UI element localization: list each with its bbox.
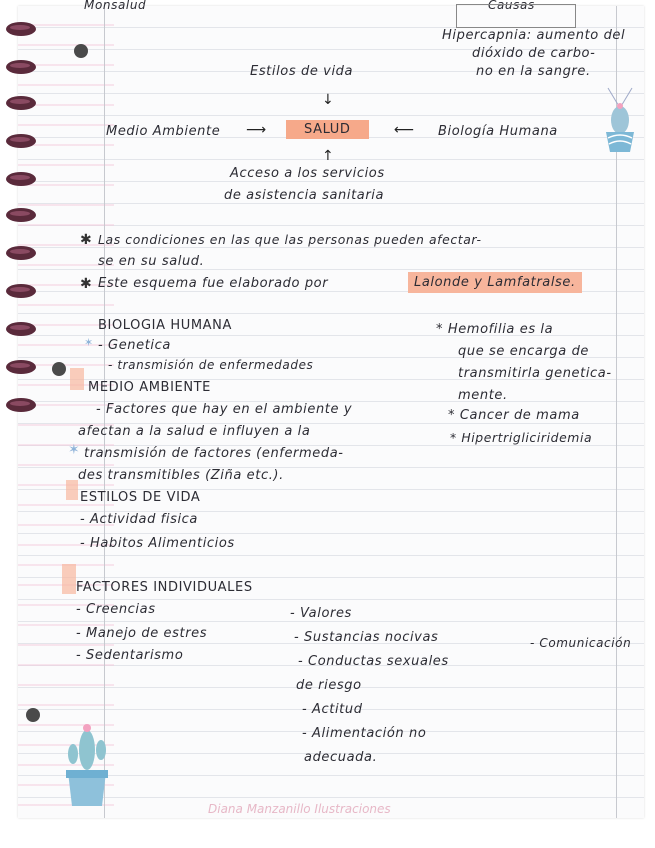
cactus-icon: [598, 88, 642, 158]
star-icon: ✶: [84, 336, 94, 349]
factores-col2-item7: adecuada.: [304, 750, 378, 765]
punch-hole: [26, 708, 40, 722]
section-marker: [66, 480, 78, 500]
top-cut-left: Monsalud: [84, 0, 147, 12]
spiral-ring: [0, 284, 40, 302]
statement1-line2: se en su salud.: [98, 254, 205, 269]
punch-hole: [52, 362, 66, 376]
estilos-title: ESTILOS DE VIDA: [80, 490, 201, 505]
spiral-ring: [0, 360, 40, 378]
arrow-up-icon: ↑: [322, 148, 334, 164]
estilos-item1: - Actividad fisica: [80, 512, 198, 527]
spiral-ring: [0, 96, 40, 114]
arrow-right-icon: ⟶: [246, 122, 267, 138]
arrow-left-icon: ⟵: [394, 122, 415, 138]
spiral-ring: [0, 60, 40, 78]
biologia-item1: - Genetica: [98, 338, 171, 353]
spiral-ring: [0, 134, 40, 152]
statement2-highlight: Lalonde y Lamfatralse.: [408, 272, 582, 293]
diagram-medio: Medio Ambiente: [106, 124, 221, 139]
spiral-ring: [0, 246, 40, 264]
biologia-title: BIOLOGIA HUMANA: [98, 318, 232, 333]
spiral-ring: [0, 208, 40, 226]
statement2-prefix: Este esquema fue elaborado por: [98, 276, 329, 291]
star-icon: ✶: [68, 442, 80, 458]
hemofilia-line3: transmitirla genetica-: [458, 366, 612, 381]
medio-line4: des transmitibles (Ziña etc.).: [78, 468, 284, 483]
punch-hole: [74, 44, 88, 58]
factores-col3-item1: - Comunicación: [530, 636, 632, 650]
spiral-ring: [0, 322, 40, 340]
hipercapnia-line3: no en la sangre.: [476, 64, 591, 79]
diagram-salud: SALUD: [286, 120, 369, 139]
hemofilia-line4: mente.: [458, 388, 508, 403]
asterisk-icon: ✱: [80, 276, 92, 292]
factores-col2-item4: de riesgo: [296, 678, 362, 693]
biologia-item2: - transmisión de enfermedades: [108, 358, 314, 372]
arrow-down-icon: ↓: [322, 92, 334, 108]
factores-col2-item2: - Sustancias nocivas: [294, 630, 439, 645]
cactus-icon: [58, 720, 116, 810]
top-cut-right: Causas: [488, 0, 535, 12]
spiral-ring: [0, 172, 40, 190]
cancer-note: * Cancer de mama: [448, 408, 580, 423]
factores-col2-item5: - Actitud: [302, 702, 363, 717]
statement1-line1: Las condiciones en las que las personas pueden afectar-: [98, 232, 482, 247]
diagram-biologia: Biología Humana: [438, 124, 558, 139]
top-box: [456, 4, 576, 28]
estilos-item2: - Habitos Alimenticios: [80, 536, 235, 551]
footer-signature: Diana Manzanillo Ilustraciones: [208, 802, 391, 816]
hipertrig-note: * Hipertrigliciridemia: [450, 430, 593, 445]
factores-title: FACTORES INDIVIDUALES: [76, 580, 253, 595]
factores-col1-item3: - Sedentarismo: [76, 648, 184, 663]
hemofilia-line2: que se encarga de: [458, 344, 590, 359]
medio-line3: transmisión de factores (enfermeda-: [84, 446, 344, 461]
factores-col2-item6: - Alimentación no: [302, 726, 427, 741]
diagram-asistencia: de asistencia sanitaria: [224, 188, 385, 203]
section-marker: [62, 564, 76, 594]
medio-line2: afectan a la salud e influyen a la: [78, 424, 311, 439]
diagram-acceso: Acceso a los servicios: [230, 166, 385, 181]
asterisk-icon: ✱: [80, 232, 92, 248]
factores-col1-item1: - Creencias: [76, 602, 156, 617]
factores-col1-item2: - Manejo de estres: [76, 626, 208, 641]
notebook-page: [18, 0, 644, 818]
medio-line1: - Factores que hay en el ambiente y: [96, 402, 353, 417]
diagram-estilos: Estilos de vida: [250, 64, 354, 79]
hemofilia-line1: * Hemofilia es la: [436, 322, 554, 337]
factores-col2-item1: - Valores: [290, 606, 352, 621]
section-marker: [70, 368, 84, 390]
factores-col2-item3: - Conductas sexuales: [298, 654, 449, 669]
hipercapnia-line1: Hipercapnia: aumento del: [442, 28, 626, 43]
spiral-ring: [0, 22, 40, 40]
hipercapnia-line2: dióxido de carbo-: [472, 46, 596, 61]
spiral-ring: [0, 398, 40, 416]
medio-title: MEDIO AMBIENTE: [88, 380, 211, 395]
